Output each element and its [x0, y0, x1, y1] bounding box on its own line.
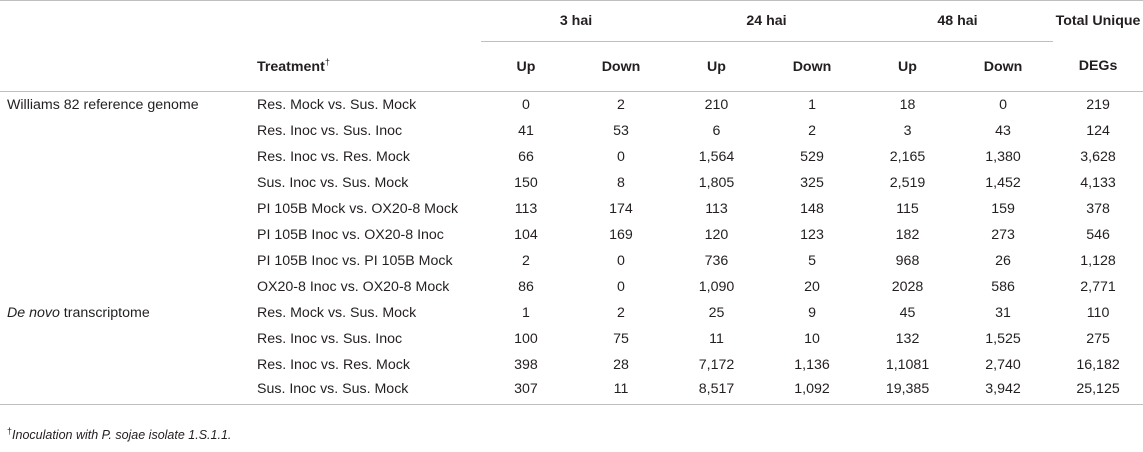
value-cell: 1,805: [698, 174, 735, 191]
value-cell: 968: [895, 253, 920, 270]
table-row: [0, 274, 1143, 300]
value-cell: 0: [522, 96, 530, 113]
value-cell: 7,172: [698, 357, 735, 374]
treatment-cell: Res. Inoc vs. Sus. Inoc: [257, 122, 403, 139]
total-degs-cell: 275: [1086, 331, 1110, 348]
value-cell: 5: [808, 253, 816, 270]
total-degs-cell: 110: [1086, 305, 1110, 322]
footnote-mark: †: [7, 426, 13, 436]
value-cell: 86: [518, 279, 534, 296]
value-cell: 1,452: [985, 174, 1021, 191]
treatment-cell: PI 105B Inoc vs. OX20-8 Inoc: [257, 227, 444, 244]
header-blank: [0, 42, 250, 92]
value-cell: 1,564: [698, 148, 735, 165]
value-cell: 325: [800, 174, 824, 191]
value-cell: 736: [704, 253, 729, 270]
value-cell: 174: [609, 200, 633, 217]
value-cell: 148: [800, 200, 824, 217]
table-row: [0, 170, 1143, 196]
value-cell: 1,525: [985, 331, 1021, 348]
treatment-cell: PI 105B Mock vs. OX20-8 Mock: [257, 200, 459, 217]
genome-label: transcriptome: [59, 305, 150, 322]
value-cell: 8: [617, 174, 625, 191]
value-cell: 9: [808, 305, 816, 322]
table-row: [0, 379, 1143, 405]
genome-cell: [0, 274, 250, 300]
header-3hai: 3 hai: [481, 1, 671, 42]
genome-cell: [0, 248, 250, 274]
value-cell: 3,942: [985, 381, 1021, 398]
value-cell: 6: [712, 122, 721, 139]
value-cell: 150: [514, 174, 538, 191]
value-cell: 26: [995, 253, 1011, 270]
total-degs-cell: 546: [1086, 227, 1110, 244]
genome-label-italic: De novo: [7, 305, 60, 322]
value-cell: 123: [800, 227, 824, 244]
value-cell: 0: [617, 148, 625, 165]
value-cell: 2,519: [889, 174, 926, 191]
value-cell: 120: [704, 227, 729, 244]
value-cell: 1: [808, 96, 816, 113]
table-row: [0, 222, 1143, 248]
value-cell: 273: [991, 227, 1015, 244]
value-cell: 398: [514, 357, 538, 374]
value-cell: 41: [518, 122, 534, 139]
value-cell: 113: [705, 200, 728, 217]
header-24hai: 24 hai: [671, 1, 862, 42]
value-cell: 2,740: [985, 357, 1021, 374]
value-cell: 182: [895, 227, 920, 244]
value-cell: 100: [514, 331, 538, 348]
genome-cell: [0, 196, 250, 222]
header-up: Up: [898, 58, 917, 75]
total-degs-cell: 124: [1086, 122, 1110, 139]
genome-cell: [0, 379, 250, 405]
header-48hai: 48 hai: [862, 1, 1053, 42]
value-cell: 0: [617, 253, 625, 270]
value-cell: 2: [808, 122, 816, 139]
dagger-mark: †: [324, 57, 330, 68]
value-cell: 53: [613, 122, 629, 139]
value-cell: 113: [514, 200, 538, 217]
value-cell: 115: [896, 200, 919, 217]
header-degs: DEGs: [1078, 58, 1118, 75]
value-cell: 8,517: [698, 381, 735, 398]
value-cell: 10: [804, 331, 820, 348]
genome-cell: [0, 300, 250, 326]
value-cell: 31: [995, 305, 1011, 322]
table-row: [0, 92, 1143, 118]
header-total-unique: Total Unique: [1055, 13, 1141, 30]
table-row: [0, 326, 1143, 352]
total-degs-cell: 378: [1086, 200, 1110, 217]
genome-cell: [0, 118, 250, 144]
value-cell: 1,092: [794, 381, 830, 398]
treatment-cell: OX20-8 Inoc vs. OX20-8 Mock: [257, 279, 450, 296]
table-row: [0, 196, 1143, 222]
genome-cell: [0, 144, 250, 170]
genome-cell: [0, 326, 250, 352]
value-cell: 0: [617, 279, 625, 296]
value-cell: 2028: [891, 279, 924, 296]
value-cell: 132: [895, 331, 920, 348]
header-down: Down: [983, 58, 1023, 75]
value-cell: 3: [903, 122, 912, 139]
value-cell: 1,380: [985, 148, 1021, 165]
footnote: [7, 426, 231, 442]
value-cell: 19,385: [885, 381, 930, 398]
treatment-cell: Res. Inoc vs. Sus. Inoc: [257, 331, 403, 348]
total-degs-cell: 1,128: [1080, 253, 1116, 270]
value-cell: 586: [991, 279, 1015, 296]
value-cell: 11: [709, 331, 724, 348]
value-cell: 2: [617, 305, 625, 322]
value-cell: 25: [708, 305, 725, 322]
value-cell: 210: [704, 96, 729, 113]
value-cell: 307: [514, 381, 538, 398]
value-cell: 169: [609, 227, 633, 244]
value-cell: 529: [800, 148, 824, 165]
value-cell: 28: [613, 357, 629, 374]
header-treatment: [250, 42, 481, 92]
table-row: [0, 248, 1143, 274]
header-down: Down: [792, 58, 832, 75]
value-cell: 2: [617, 96, 625, 113]
value-cell: 159: [991, 200, 1015, 217]
value-cell: 2: [522, 253, 530, 270]
genome-cell: [0, 222, 250, 248]
header-down: Down: [601, 58, 641, 75]
value-cell: 1,090: [698, 279, 735, 296]
header-blank: [250, 1, 481, 42]
treatment-cell: Sus. Inoc vs. Sus. Mock: [257, 381, 409, 398]
value-cell: 45: [899, 305, 916, 322]
value-cell: 43: [995, 122, 1011, 139]
total-degs-cell: 4,133: [1080, 174, 1116, 191]
value-cell: 104: [514, 227, 538, 244]
table-row: [0, 144, 1143, 170]
treatment-cell: PI 105B Inoc vs. PI 105B Mock: [257, 253, 453, 270]
genome-cell: [0, 352, 250, 378]
value-cell: 1,1081: [885, 357, 930, 374]
value-cell: 1,136: [794, 357, 830, 374]
total-degs-cell: 3,628: [1080, 148, 1116, 165]
table-row: [0, 352, 1143, 378]
value-cell: 75: [613, 331, 629, 348]
total-degs-cell: 2,771: [1080, 279, 1116, 296]
total-degs-cell: 16,182: [1076, 357, 1120, 374]
table-body: [0, 92, 1143, 405]
header-row-subcols: [0, 42, 1143, 92]
genome-cell: [0, 92, 250, 118]
treatment-cell: Res. Mock vs. Sus. Mock: [257, 305, 417, 322]
table-row: [0, 118, 1143, 144]
header-treatment-label: Treatment: [257, 59, 325, 76]
header-up: Up: [516, 58, 536, 75]
value-cell: 18: [899, 96, 916, 113]
total-degs-cell: 25,125: [1076, 381, 1120, 398]
value-cell: 66: [518, 148, 534, 165]
value-cell: 0: [999, 96, 1007, 113]
genome-cell: [0, 170, 250, 196]
treatment-cell: Res. Inoc vs. Res. Mock: [257, 148, 410, 165]
header-row-groups: [0, 1, 1143, 42]
total-degs-cell: 219: [1086, 96, 1110, 113]
treatment-cell: Sus. Inoc vs. Sus. Mock: [257, 174, 409, 191]
table-row: [0, 300, 1143, 326]
value-cell: 20: [804, 279, 820, 296]
header-blank: [0, 1, 250, 42]
genome-label: Williams 82 reference genome: [7, 96, 199, 113]
footnote-text: Inoculation with P. sojae isolate 1.S.1.1.: [12, 428, 232, 442]
treatment-cell: Res. Mock vs. Sus. Mock: [257, 96, 417, 113]
value-cell: 1: [522, 305, 530, 322]
value-cell: 2,165: [889, 148, 926, 165]
value-cell: 11: [613, 381, 629, 398]
header-up: Up: [707, 58, 726, 75]
treatment-cell: Res. Inoc vs. Res. Mock: [257, 357, 410, 374]
